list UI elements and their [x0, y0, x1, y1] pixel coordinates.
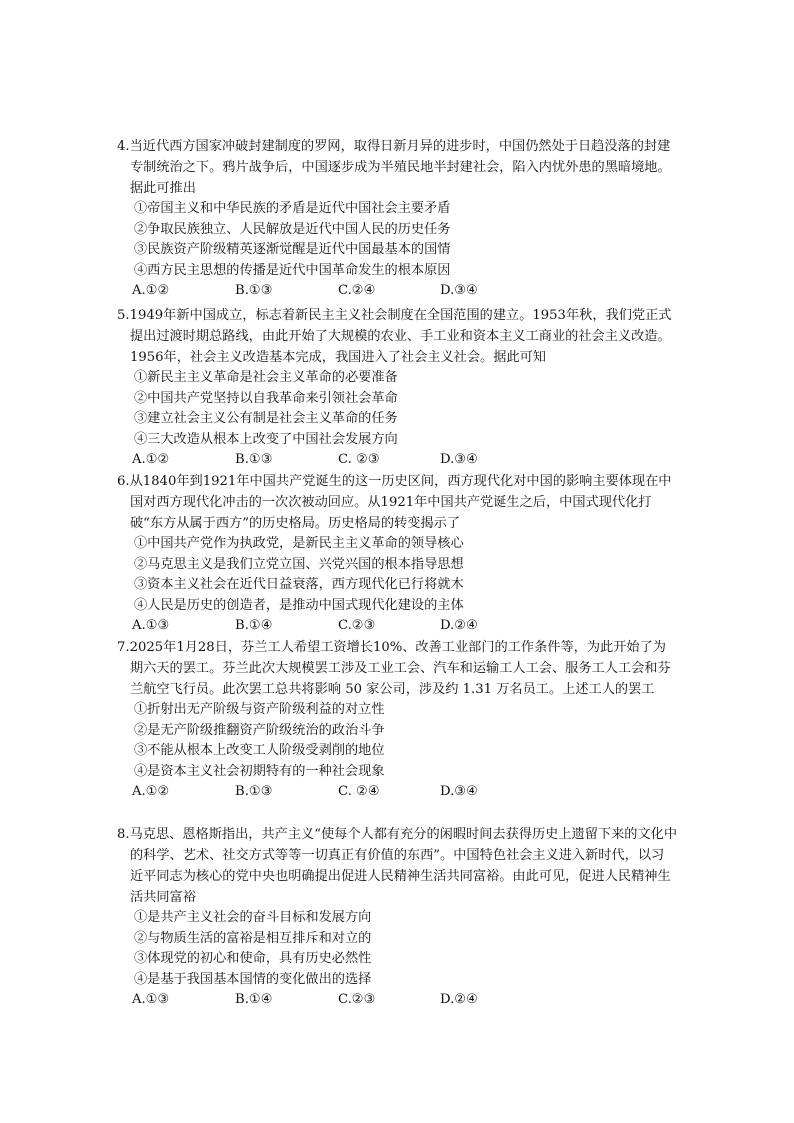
- question-stem: 7.2025年1月28日，芬兰工人希望工资增长10%、改善工业部门的工作条件等，为此开始了为期六天的罢工。芬兰此次大规模罢工涉及工业工会、汽车和运输工人工会、服务工人工会和芬兰航空飞行员。此次罢工总共将影响 50 家公司，涉及约 1.31 万名员工。上述工人的罢工: [117, 640, 671, 697]
- answer-c: C. ②④: [338, 784, 380, 800]
- answer-b: B.①③: [235, 784, 273, 800]
- option-1: ①折射出无产阶级与资产阶级利益的对立性: [134, 702, 385, 717]
- answer-d: D.③④: [440, 283, 478, 299]
- option-4: ④三大改造从根本上改变了中国社会发展方向: [134, 431, 398, 447]
- option-3: ③民族资产阶级精英逐渐觉醒是近代中国最基本的国情: [134, 242, 451, 258]
- option-3: ③建立社会主义公有制是社会主义革命的任务: [134, 411, 398, 427]
- answer-choices: [117, 281, 677, 302]
- answer-choices: [117, 450, 677, 471]
- question-6: [117, 471, 677, 637]
- option-4: ④是基于我国基本国情的变化做出的选择: [134, 971, 372, 987]
- option-1: ①中国共产党作为执政党，是新民主主义革命的领导核心: [134, 536, 464, 551]
- question-stem: 6.从1840年到1921年中国共产党诞生的这一历史区间，西方现代化对中国的影响主要体现在中国对西方现代化冲击的一次次被动回应。从1921年中国共产党诞生之后，中国式现代化打破“东方从属于西方”的历史格局。历史格局的转变揭示了: [117, 474, 672, 531]
- question-8: [117, 824, 677, 1011]
- answer-b: B.①④: [235, 618, 273, 634]
- answer-a: A.①③: [132, 992, 170, 1008]
- answer-c: C.②④: [338, 283, 376, 299]
- answer-c: C.②③: [338, 992, 376, 1008]
- option-1: ①是共产主义社会的奋斗目标和发展方向: [134, 910, 372, 925]
- option-1: ①新民主主义革命是社会主义革命的必要准备: [134, 370, 398, 385]
- question-stem: 5.1949年新中国成立，标志着新民主主义社会制度在全国范围的建立。1953年秋，我们党正式提出过渡时期总路线，由此开始了大规模的农业、手工业和资本主义工商业的社会主义改造。1956年，社会主义改造基本完成，我国进入了社会主义社会。据此可知: [117, 308, 672, 365]
- question-stem: 4.当近代西方国家冲破封建制度的罗网，取得日新月异的进步时，中国仍然处于日趋没落的封建专制统治之下。鸦片战争后，中国逐步成为半殖民地半封建社会，陷入内忧外患的黑暗境地。据此可推出: [117, 139, 671, 196]
- answer-a: A.①②: [132, 452, 170, 468]
- answer-d: D.②④: [440, 618, 478, 634]
- question-stem: 8.马克思、恩格斯指出，共产主义“使每个人都有充分的闲暇时间去获得历史上遗留下来的文化中的科学、艺术、社交方式等等一切真正有价值的东西”。中国特色社会主义进入新时代，以习近平同志为核心的党中央也明确提出促进人民精神生活共同富裕。由此可见，促进人民精神生活共同富裕: [117, 827, 678, 905]
- option-3: ③资本主义社会在近代日益衰落，西方现代化已行将就木: [134, 577, 464, 593]
- option-3: ③不能从根本上改变工人阶级受剥削的地位: [134, 743, 385, 759]
- answer-d: D.③④: [440, 784, 478, 800]
- option-4: ④西方民主思想的传播是近代中国革命发生的根本原因: [134, 262, 451, 278]
- answer-choices: [117, 782, 677, 803]
- answer-b: B.①③: [235, 452, 273, 468]
- answer-b: B.①④: [235, 992, 273, 1008]
- answer-c: C. ②③: [338, 452, 380, 468]
- answer-d: D.③④: [440, 452, 478, 468]
- answer-a: A.①③: [132, 618, 170, 634]
- answer-a: A.①②: [132, 283, 170, 299]
- option-2: ②中国共产党坚持以自我革命来引领社会革命: [134, 390, 398, 406]
- answer-b: B.①③: [235, 283, 273, 299]
- question-7: [117, 637, 677, 803]
- option-2: ②与物质生活的富裕是相互排斥和对立的: [134, 930, 372, 946]
- question-4: [117, 136, 677, 302]
- answer-choices: [117, 990, 677, 1011]
- option-3: ③体现党的初心和使命，具有历史必然性: [134, 951, 372, 967]
- option-4: ④是资本主义社会初期特有的一种社会现象: [134, 763, 385, 779]
- option-1: ①帝国主义和中华民族的矛盾是近代中国社会主要矛盾: [134, 201, 451, 216]
- option-2: ②马克思主义是我们立党立国、兴党兴国的根本指导思想: [134, 556, 464, 572]
- answer-choices: [117, 616, 677, 637]
- answer-d: D.②④: [440, 992, 478, 1008]
- question-5: [117, 305, 677, 471]
- answer-a: A.①②: [132, 784, 170, 800]
- option-4: ④人民是历史的创造者，是推动中国式现代化建设的主体: [134, 597, 464, 613]
- answer-c: C.②③: [338, 618, 376, 634]
- option-2: ②争取民族独立、人民解放是近代中国人民的历史任务: [134, 221, 451, 237]
- option-2: ②是无产阶级推翻资产阶级统治的政治斗争: [134, 722, 385, 738]
